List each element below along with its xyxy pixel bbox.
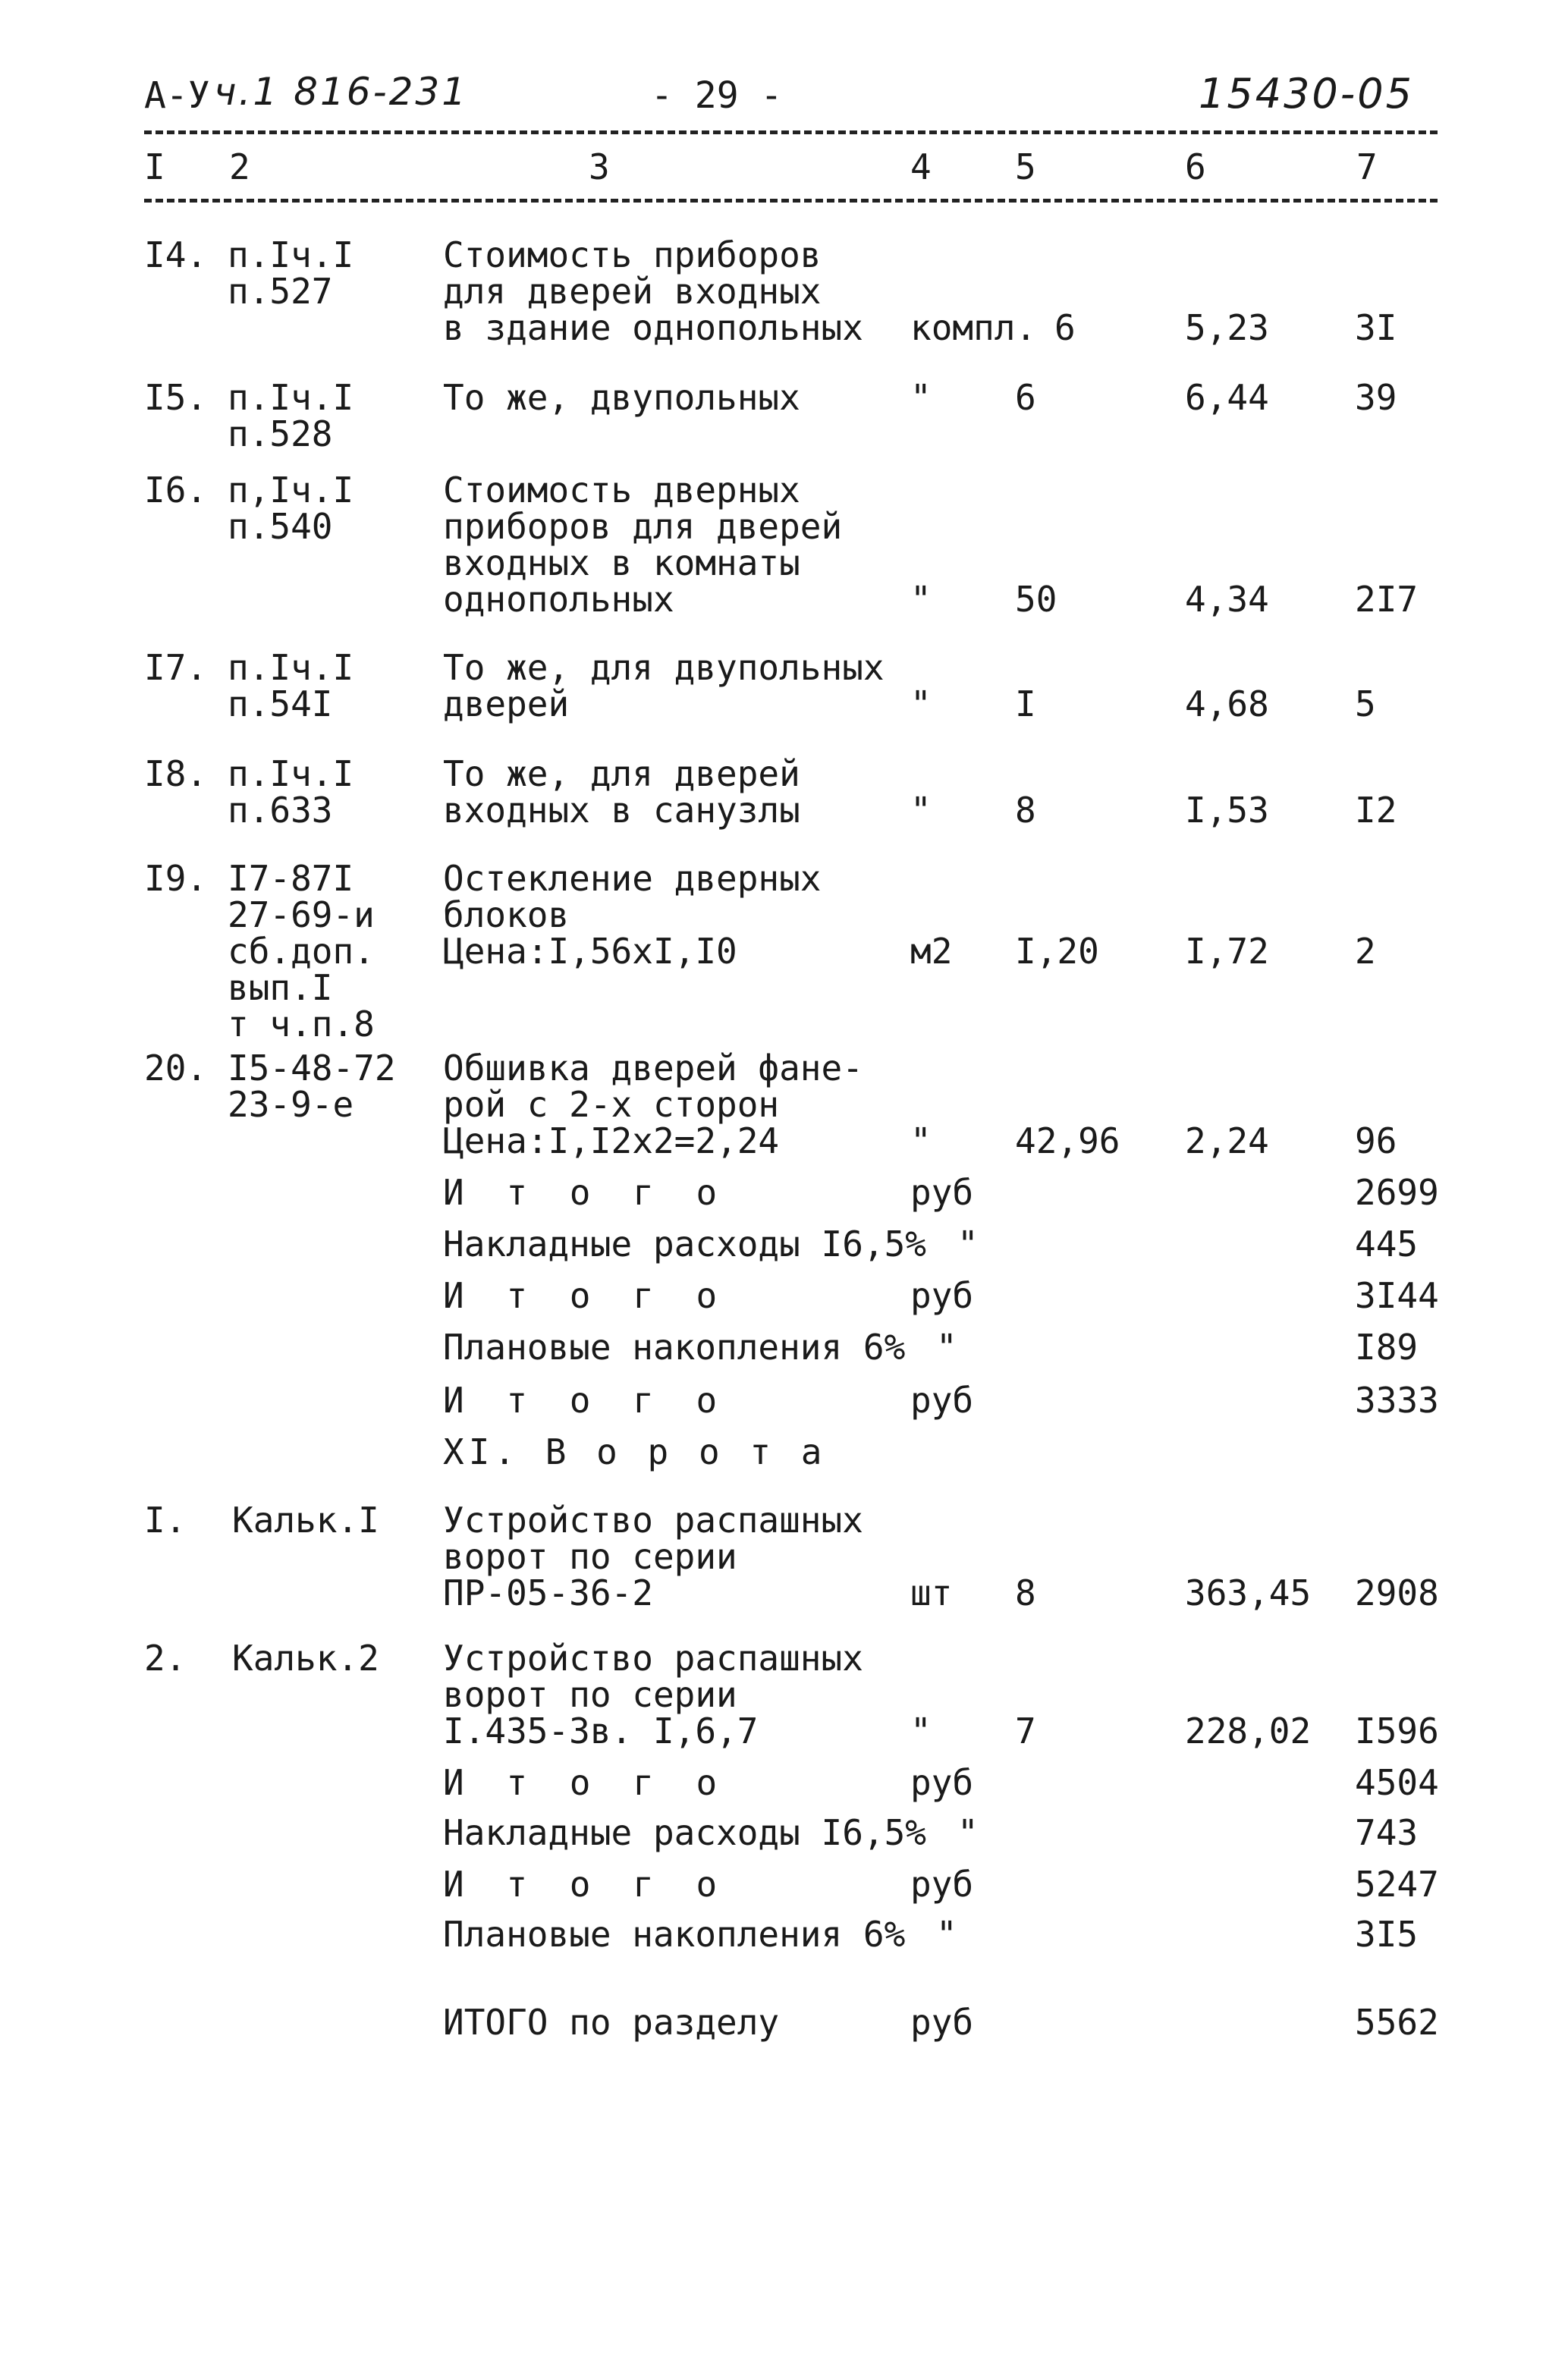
row-reference-line: 27-69-и xyxy=(228,894,375,935)
column-header-1: I xyxy=(144,146,165,187)
subtotal-value: 3333 xyxy=(1355,1380,1439,1421)
row-description-line: Цена:I,I2х2=2,24 xyxy=(443,1120,780,1161)
row-quantity: 8 xyxy=(1015,1572,1036,1613)
row-reference-line: сб.доп. xyxy=(228,931,375,972)
row-description-line: То же, двупольных xyxy=(443,377,800,418)
row-description-line: Стоимость дверных xyxy=(443,470,800,510)
row-number: I8. xyxy=(144,753,208,794)
row-unit: " xyxy=(910,579,932,620)
column-header-5: 5 xyxy=(1015,146,1036,187)
row-description-line: входных в комнаты xyxy=(443,542,800,583)
row-number: 20. xyxy=(144,1048,208,1089)
overhead-label: Накладные расходы I6,5% xyxy=(443,1812,926,1853)
row-reference-line: п.633 xyxy=(228,790,333,831)
row-unit: компл. xyxy=(910,307,1037,348)
header-bottom-rule xyxy=(144,199,1438,203)
row-total: 2908 xyxy=(1355,1572,1439,1613)
row-reference-line: п.Iч.I xyxy=(228,234,354,275)
row-reference-line: п.540 xyxy=(228,506,333,547)
row-reference-line: п,Iч.I xyxy=(228,470,354,510)
row-description-line: I.435-3в. I,6,7 xyxy=(443,1711,759,1751)
planned-savings-value: 3I5 xyxy=(1355,1914,1419,1955)
grand-total-unit: руб xyxy=(910,2002,974,2043)
subtotal-label: И т о г о xyxy=(443,1275,728,1316)
row-description-line: входных в санузлы xyxy=(443,790,800,831)
row-unit: " xyxy=(910,1711,932,1751)
row-total: 2 xyxy=(1355,931,1376,972)
overhead-value: 445 xyxy=(1355,1224,1419,1264)
document-code: А-У xyxy=(144,74,210,117)
row-reference-line: п.Iч.I xyxy=(228,753,354,794)
row-total: I2 xyxy=(1355,790,1397,831)
row-total: 96 xyxy=(1355,1120,1397,1161)
subtotal-unit: руб xyxy=(910,1380,974,1421)
page-number: - 29 - xyxy=(651,74,783,117)
subtotal-unit: руб xyxy=(910,1762,974,1803)
grand-total-value: 5562 xyxy=(1355,2002,1439,2043)
row-reference-line: Кальк.I xyxy=(232,1500,379,1541)
row-description-line: в здание однопольных xyxy=(443,307,863,348)
subtotal-unit: руб xyxy=(910,1275,974,1316)
row-total: 2I7 xyxy=(1355,579,1419,620)
row-price: 5,23 xyxy=(1185,307,1269,348)
row-description-line: Обшивка дверей фане- xyxy=(443,1048,863,1089)
row-reference-line: п.Iч.I xyxy=(228,377,354,418)
row-quantity: 8 xyxy=(1015,790,1036,831)
row-price: I,72 xyxy=(1185,931,1269,972)
row-total: 39 xyxy=(1355,377,1397,418)
handwritten-reference: ч.1 816-231 xyxy=(214,70,469,114)
row-description-line: однопольных xyxy=(443,579,674,620)
row-quantity: I xyxy=(1015,683,1036,724)
section-title: XI. В о р о т а xyxy=(443,1431,827,1472)
row-price: 4,34 xyxy=(1185,579,1269,620)
row-number: I6. xyxy=(144,470,208,510)
subtotal-label: И т о г о xyxy=(443,1380,728,1421)
row-price: 4,68 xyxy=(1185,683,1269,724)
row-description-line: ПР-05-36-2 xyxy=(443,1572,653,1613)
subtotal-value: 3I44 xyxy=(1355,1275,1439,1316)
row-description-line: Остекление дверных xyxy=(443,858,822,899)
row-number: I7. xyxy=(144,647,208,688)
grand-total-label: ИТОГО по разделу xyxy=(443,2002,780,2043)
row-number: I9. xyxy=(144,858,208,899)
row-description-line: То же, для двупольных xyxy=(443,647,885,688)
row-quantity: 7 xyxy=(1015,1711,1036,1751)
row-total: 5 xyxy=(1355,683,1376,724)
overhead-label: Накладные расходы I6,5% xyxy=(443,1224,926,1264)
planned-savings-unit: " xyxy=(936,1914,957,1955)
row-price: 6,44 xyxy=(1185,377,1269,418)
row-unit: шт xyxy=(910,1572,953,1613)
row-unit: " xyxy=(910,683,932,724)
overhead-unit: " xyxy=(957,1812,979,1853)
handwritten-doc-number: 15430-05 xyxy=(1199,70,1414,118)
row-quantity: 6 xyxy=(1054,307,1076,348)
subtotal-value: 2699 xyxy=(1355,1172,1439,1213)
row-quantity: 6 xyxy=(1015,377,1036,418)
overhead-value: 743 xyxy=(1355,1812,1419,1853)
row-description-line: приборов для дверей xyxy=(443,506,843,547)
column-header-2: 2 xyxy=(229,146,250,187)
row-total: 3I xyxy=(1355,307,1397,348)
row-description-line: рой с 2-х сторон xyxy=(443,1084,780,1125)
row-unit: " xyxy=(910,377,932,418)
row-reference-line: 23-9-е xyxy=(228,1084,354,1125)
row-reference-line: Кальк.2 xyxy=(232,1638,379,1679)
planned-savings-unit: " xyxy=(936,1327,957,1368)
subtotal-unit: руб xyxy=(910,1172,974,1213)
row-price: 363,45 xyxy=(1185,1572,1312,1613)
row-price: 2,24 xyxy=(1185,1120,1269,1161)
row-description-line: То же, для дверей xyxy=(443,753,800,794)
planned-savings-label: Плановые накопления 6% xyxy=(443,1914,906,1955)
planned-savings-value: I89 xyxy=(1355,1327,1419,1368)
row-reference-line: I7-87I xyxy=(228,858,354,899)
row-unit: " xyxy=(910,790,932,831)
planned-savings-label: Плановые накопления 6% xyxy=(443,1327,906,1368)
row-quantity: 50 xyxy=(1015,579,1057,620)
subtotal-label: И т о г о xyxy=(443,1864,728,1905)
row-reference-line: т ч.п.8 xyxy=(228,1004,375,1045)
header-top-rule xyxy=(144,130,1438,134)
subtotal-label: И т о г о xyxy=(443,1172,728,1213)
row-number: I4. xyxy=(144,234,208,275)
row-quantity: 42,96 xyxy=(1015,1120,1120,1161)
row-number: I. xyxy=(144,1500,187,1541)
column-header-7: 7 xyxy=(1356,146,1378,187)
row-unit: м2 xyxy=(910,931,953,972)
row-reference-line: п.527 xyxy=(228,271,333,312)
row-reference-line: I5-48-72 xyxy=(228,1048,396,1089)
row-reference-line: п.528 xyxy=(228,413,333,454)
row-description-line: Устройство распашных xyxy=(443,1638,863,1679)
row-total: I596 xyxy=(1355,1711,1439,1751)
row-reference-line: п.54I xyxy=(228,683,333,724)
row-description-line: Цена:I,56хI,I0 xyxy=(443,931,737,972)
row-description-line: блоков xyxy=(443,894,570,935)
row-price: I,53 xyxy=(1185,790,1269,831)
overhead-unit: " xyxy=(957,1224,979,1264)
row-number: 2. xyxy=(144,1638,187,1679)
row-reference-line: вып.I xyxy=(228,967,333,1008)
row-description-line: Стоимость приборов xyxy=(443,234,822,275)
row-price: 228,02 xyxy=(1185,1711,1312,1751)
column-header-6: 6 xyxy=(1185,146,1206,187)
subtotal-value: 4504 xyxy=(1355,1762,1439,1803)
subtotal-value: 5247 xyxy=(1355,1864,1439,1905)
column-header-4: 4 xyxy=(910,146,932,187)
column-header-3: 3 xyxy=(589,146,610,187)
subtotal-label: И т о г о xyxy=(443,1762,728,1803)
row-description-line: дверей xyxy=(443,683,570,724)
row-description-line: для дверей входных xyxy=(443,271,822,312)
row-description-line: ворот по серии xyxy=(443,1536,737,1577)
subtotal-unit: руб xyxy=(910,1864,974,1905)
row-unit: " xyxy=(910,1120,932,1161)
row-reference-line: п.Iч.I xyxy=(228,647,354,688)
row-quantity: I,20 xyxy=(1015,931,1099,972)
row-description-line: ворот по серии xyxy=(443,1674,737,1715)
row-number: I5. xyxy=(144,377,208,418)
row-description-line: Устройство распашных xyxy=(443,1500,863,1541)
